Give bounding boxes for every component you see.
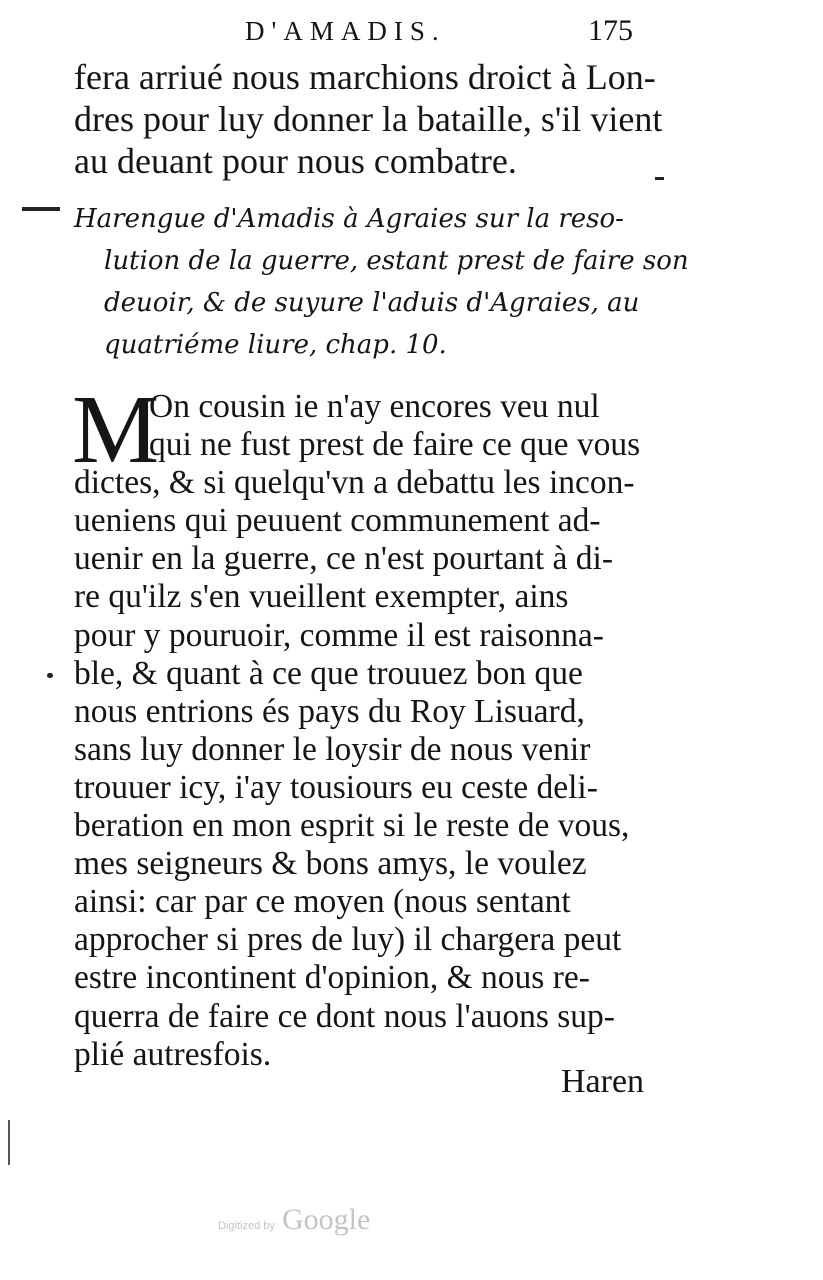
- text-line: nous entrions és pays du Roy Lisuard,: [74, 692, 585, 730]
- text-line: dictes, & si quelqu'vn a debattu les incon-: [74, 464, 635, 502]
- continued-paragraph: [74, 56, 664, 182]
- text-line: pour y pouruoir, comme il est raisonna-: [74, 616, 604, 654]
- text-line: estre incontinent d'opinion, & nous re-: [74, 959, 590, 997]
- page-header: [0, 14, 823, 54]
- text-line: On cousin ie n'ay encores veu nul: [149, 388, 600, 425]
- speech-paragraph: [74, 388, 664, 1074]
- text-line: dres pour luy donner la bataille, s'il vient: [74, 99, 663, 139]
- watermark-brand: Google: [281, 1203, 371, 1236]
- text-line: ueniens qui peuuent communement ad-: [74, 502, 601, 540]
- text-line: ble, & quant à ce que trouuez bon que: [74, 654, 583, 692]
- text-line: approcher si pres de luy) il chargera peut: [74, 921, 622, 959]
- text-line: fera arriué nous marchions droict à Lon-: [74, 57, 656, 97]
- text-line: trouuer icy, i'ay tousiours eu ceste deli-: [74, 768, 598, 806]
- page-number: 175: [588, 14, 633, 47]
- heading-line: quatriéme liure, chap. 10.: [104, 330, 447, 360]
- watermark-prefix: Digitized by: [218, 1220, 275, 1232]
- text-line: re qu'ilz s'en vueillent exempter, ains: [74, 578, 569, 616]
- section-heading: [74, 198, 689, 366]
- heading-line: Harengue d'Amadis à Agraies sur la reso-: [74, 204, 624, 234]
- text-line: mes seigneurs & bons amys, le voulez: [74, 845, 587, 883]
- text-line: au deuant pour nous combatre.: [74, 141, 517, 181]
- text-line: plié autresfois.: [74, 1035, 272, 1073]
- drop-cap-initial: M: [72, 376, 160, 484]
- text-line: beration en mon esprit si le reste de vous,: [74, 807, 630, 845]
- text-line: uenir en la guerre, ce n'est pourtant à di-: [74, 540, 614, 578]
- digitized-watermark: [218, 1203, 370, 1237]
- margin-dot-mark: [47, 673, 53, 678]
- text-line: sans luy donner le loysir de nous venir: [74, 730, 591, 768]
- running-title: D'AMADIS.: [245, 16, 446, 46]
- margin-tick-mark: [655, 177, 664, 180]
- margin-dash-mark: [22, 207, 60, 211]
- text-line: ainsi: car par ce moyen (nous sentant: [74, 883, 571, 921]
- heading-line: lution de la guerre, estant prest de faire son: [104, 246, 689, 276]
- heading-line: deuoir, & de suyure l'aduis d'Agraies, au: [104, 288, 640, 318]
- scan-edge-line: [8, 1120, 10, 1165]
- catchword: Haren: [561, 1063, 645, 1100]
- text-line: qui ne fust prest de faire ce que vous: [149, 426, 641, 464]
- text-line: querra de faire ce dont nous l'auons sup-: [74, 997, 615, 1035]
